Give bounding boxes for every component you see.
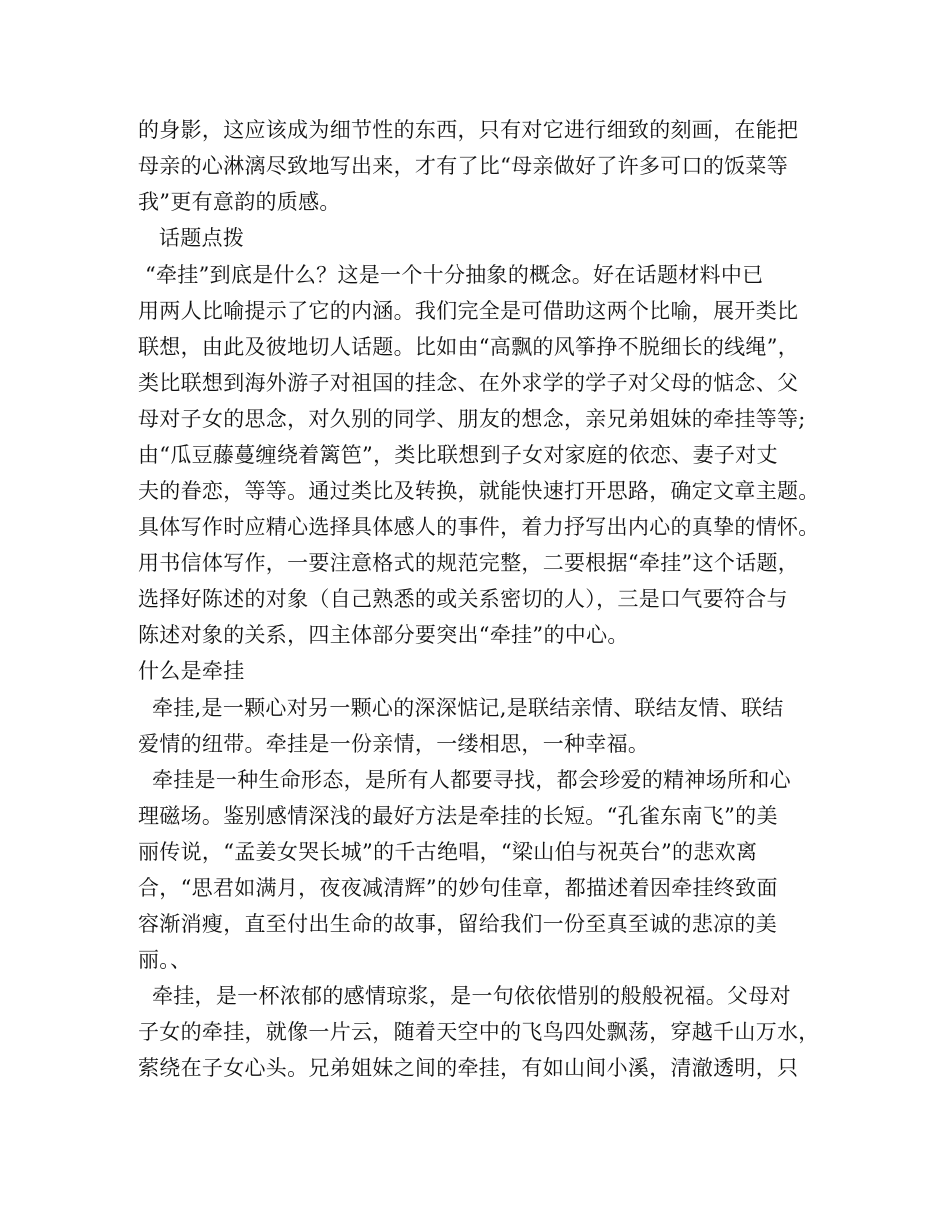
text-line: 选择好陈述的对象（自己熟悉的或关系密切的人），三是口气要符合与 [138,587,788,611]
text-line: “牵挂”到底是什么？这是一个十分抽象的概念。好在话题材料中已 [138,263,764,287]
text-line: 陈述对象的关系，四主体部分要突出“牵挂”的中心。 [138,623,629,647]
text-line: 的身影，这应该成为细节性的东西，只有对它进行细致的刻画，在能把 [138,118,799,142]
text-line: 合，“思君如满月，夜夜减清辉”的妙句佳章，都描述着因牵挂终致面 [138,876,778,900]
text-line: 萦绕在子女心头。兄弟姐妹之间的牵挂，有如山间小溪，清澈透明，只 [138,1056,799,1080]
text-line: 母亲的心淋漓尽致地写出来，才有了比“母亲做好了许多可口的饭菜等 [138,154,789,178]
text-line: 牵挂,是一颗心对另一颗心的深深惦记,是联结亲情、联结友情、联结 [138,696,784,720]
text-line: 用书信体写作，一要注意格式的规范完整，二要根据“牵挂”这个话题， [138,551,800,575]
text-line: 爱情的纽带。牵挂是一份亲情，一缕相思，一种幸福。 [138,732,650,756]
text-line: 牵挂，是一杯浓郁的感情琼浆，是一句依依惜别的般般祝福。父母对 [138,984,791,1008]
text-line: 用两人比喻提示了它的内涵。我们完全是可借助这两个比喻，展开类比 [138,299,799,323]
section-heading: 话题点拨 [138,226,245,250]
text-line: 理磁场。鉴别感情深浅的最好方法是牵挂的长短。“孔雀东南飞”的美 [138,804,778,828]
text-line: 类比联想到海外游子对祖国的挂念、在外求学的学子对父母的惦念、父 [138,371,799,395]
section-heading: 什么是牵挂 [138,659,245,683]
text-line: 容渐消瘦，直至付出生命的故事，留给我们一份至真至诚的悲凉的美 [138,912,777,936]
text-line: 丽传说，“孟姜女哭长城”的千古绝唱，“梁山伯与祝英台”的悲欢离 [138,840,758,864]
text-line: 牵挂是一种生命形态，是所有人都要寻找，都会珍爱的精神场所和心 [138,768,791,792]
text-line: 联想，由此及彼地切人话题。比如由“高飘的风筝挣不脱细长的线绳”， [138,335,800,359]
text-line: 由“瓜豆藤蔓缠绕着篱笆”，类比联想到子女对家庭的依恋、妻子对丈 [138,443,778,467]
text-line: 我”更有意韵的质感。 [138,190,341,214]
text-line: 母对子女的思念，对久别的同学、朋友的想念，亲兄弟姐妹的牵挂等等; [138,407,806,431]
text-line: 丽。、 [138,948,192,972]
text-line: 夫的眷恋，等等。通过类比及转换，就能快速打开思路，确定文章主题。 [138,479,820,503]
text-line: 子女的牵挂，就像一片云，随着天空中的飞鸟四处飘荡，穿越千山万水， [138,1020,820,1044]
text-line: 具体写作时应精心选择具体感人的事件，着力抒写出内心的真挚的情怀。 [138,515,820,539]
